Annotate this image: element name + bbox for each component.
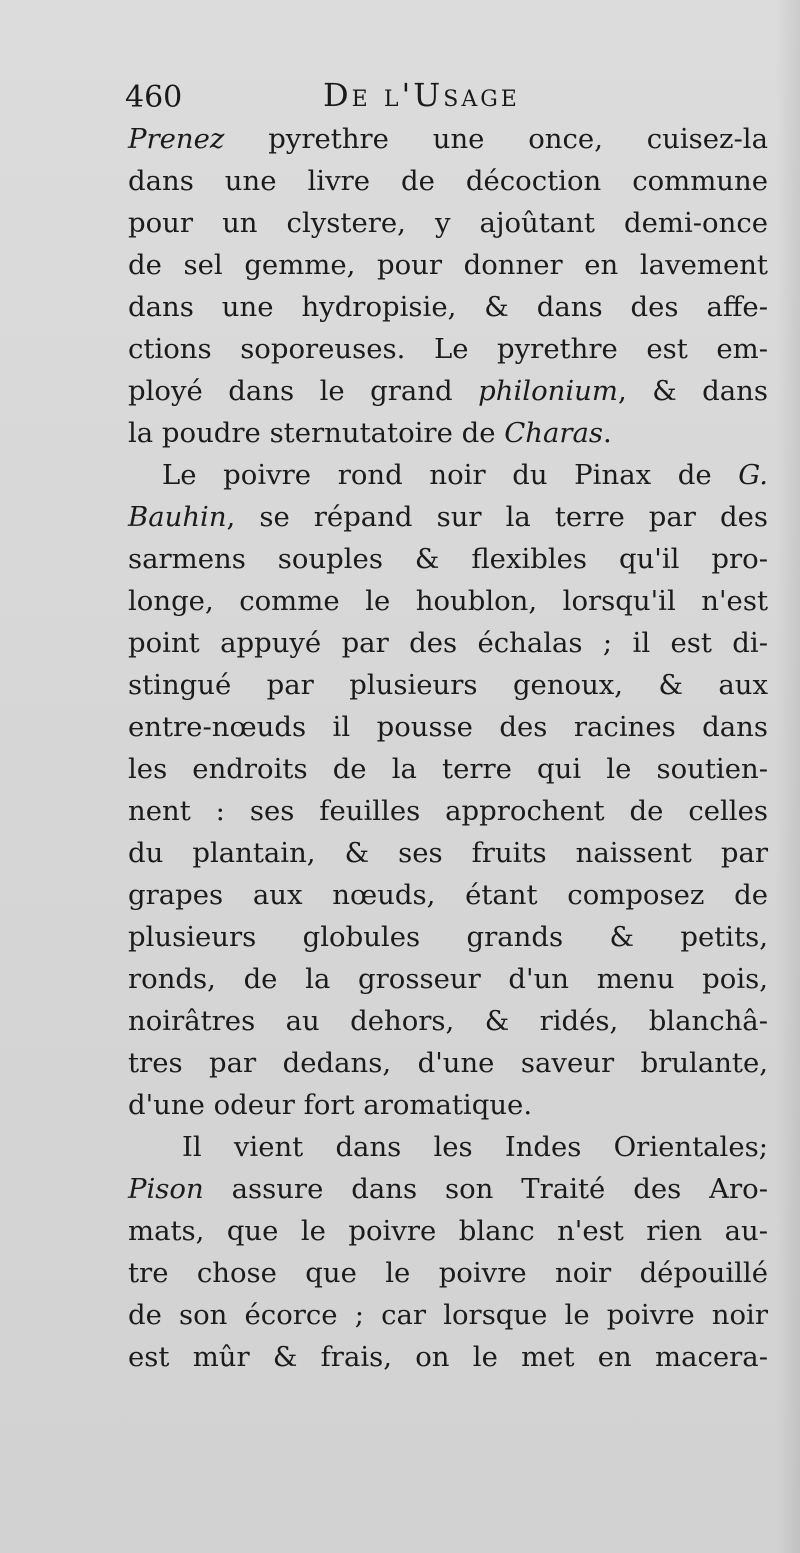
- text-line: tre chose que le poivre noir dépouillé: [128, 1257, 768, 1289]
- text-line: mats, que le poivre blanc n'est rien au-: [128, 1215, 768, 1247]
- text-line: dans une livre de décoction commune: [128, 165, 768, 197]
- text-line: de son écorce ; car lorsque le poivre noir: [128, 1299, 768, 1331]
- page-number: 460: [125, 80, 183, 115]
- text-line: ronds, de la grosseur d'un menu pois,: [128, 963, 768, 995]
- text-line: entre-nœuds il pousse des racines dans: [128, 711, 768, 743]
- page-edge-shadow: [776, 0, 800, 1553]
- text-line: Pison assure dans son Traité des Aro-: [128, 1173, 768, 1205]
- text-line: tres par dedans, d'une saveur brulante,: [128, 1047, 768, 1079]
- text-line: pour un clystere, y ajoûtant demi-once: [128, 207, 768, 239]
- text-line: ployé dans le grand philonium, & dans: [128, 375, 768, 407]
- text-line: point appuyé par des échalas ; il est di-: [128, 627, 768, 659]
- text-line: Prenez pyrethre une once, cuisez-la: [128, 123, 768, 155]
- text-line: plusieurs globules grands & petits,: [128, 921, 768, 953]
- paragraph-start-line: Il vient dans les Indes Orientales;: [182, 1131, 768, 1163]
- text-line: sarmens souples & flexibles qu'il pro-: [128, 543, 768, 575]
- text-line: Bauhin, se répand sur la terre par des: [128, 501, 768, 533]
- text-line: d'une odeur fort aromatique.: [128, 1089, 533, 1121]
- text-line: stingué par plusieurs genoux, & aux: [128, 669, 768, 701]
- text-line: de sel gemme, pour donner en lavement: [128, 249, 768, 281]
- text-line: noirâtres au dehors, & ridés, blanchâ-: [128, 1005, 768, 1037]
- text-line: dans une hydropisie, & dans des affe-: [128, 291, 768, 323]
- text-line: la poudre sternutatoire de Charas.: [128, 417, 612, 449]
- running-title: De l'Usage: [323, 76, 520, 114]
- text-line: ctions soporeuses. Le pyrethre est em-: [128, 333, 768, 365]
- text-line: les endroits de la terre qui le soutien-: [128, 753, 768, 785]
- page-header: [125, 76, 645, 122]
- text-line: longe, comme le houblon, lorsqu'il n'est: [128, 585, 768, 617]
- text-line: grapes aux nœuds, étant composez de: [128, 879, 768, 911]
- text-line: est mûr & frais, on le met en macera-: [128, 1341, 768, 1373]
- body-text: [128, 118, 768, 1378]
- text-line: du plantain, & ses fruits naissent par: [128, 837, 768, 869]
- paragraph-start-line: Le poivre rond noir du Pinax de G.: [162, 459, 768, 491]
- text-line: nent : ses feuilles approchent de celles: [128, 795, 768, 827]
